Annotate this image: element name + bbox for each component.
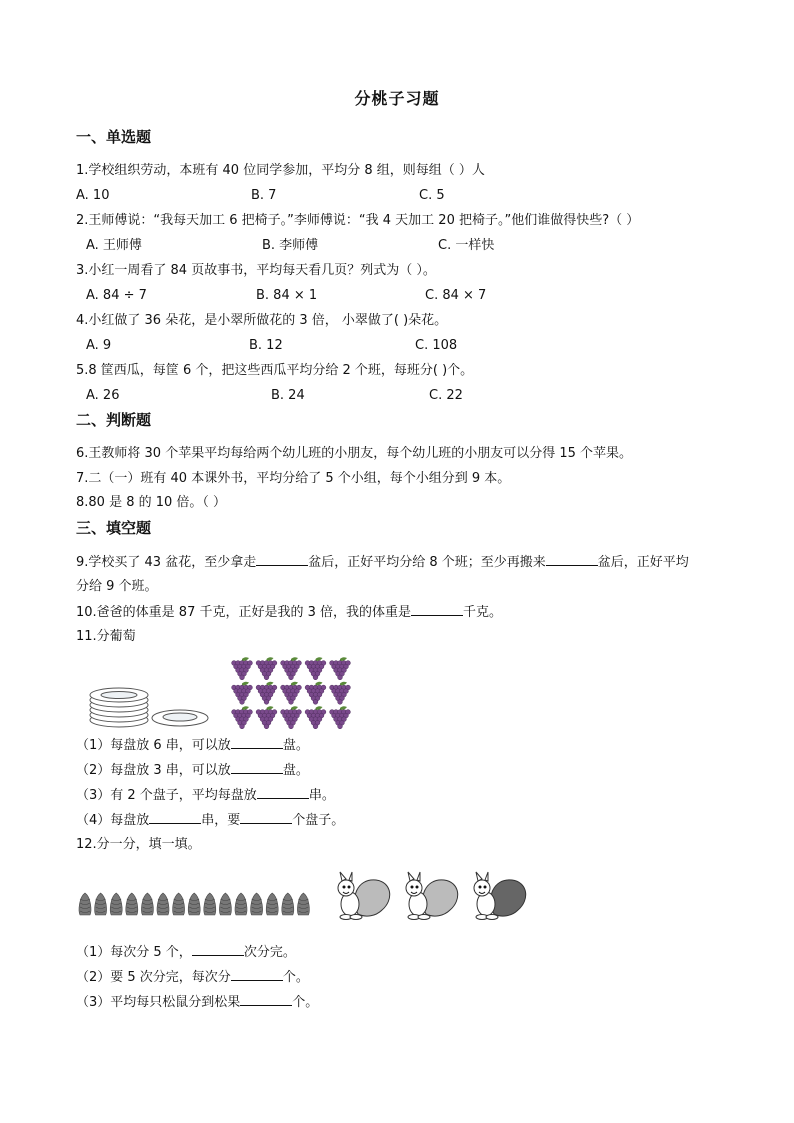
q2-option-a[interactable]: A. 王师傅: [86, 238, 142, 253]
q11-2-unit: 盘。: [282, 763, 309, 778]
q10-text-1: 10.爸爸的体重是 87 千克，正好是我的 3 倍，我的体重是: [76, 605, 412, 620]
grape-bunch-icon: [330, 682, 351, 705]
q12-3-text: （3）平均每只松鼠分到松果: [76, 995, 241, 1010]
plate-stack: [90, 688, 148, 727]
grape-bunch-icon: [281, 706, 302, 729]
grape-bunch-icon: [305, 657, 326, 680]
grape-bunch-icon: [256, 706, 277, 729]
q12-3-unit: 个。: [292, 995, 319, 1010]
question-1: 1.学校组织劳动，本班有 40 位同学参加，平均分 8 组，则每组（ ）人: [76, 163, 485, 178]
q10-text-2: 千克。: [463, 605, 503, 620]
pinecones-figure: [76, 887, 312, 921]
q4-option-c[interactable]: C. 108: [415, 338, 458, 353]
pinecone-icon: [141, 893, 153, 915]
question-4: 4.小红做了 36 朵花，是小翠所做花的 3 倍， 小翠做了( )朵花。: [76, 313, 448, 328]
q11-line-1: [76, 736, 309, 755]
q11-2-text: （2）每盘放 3 串，可以放: [76, 763, 231, 778]
squirrels-figure: [326, 870, 538, 922]
squirrel-icon: [406, 872, 458, 920]
q11-2-blank[interactable]: [231, 761, 283, 774]
pinecone-icon: [188, 893, 200, 915]
pinecone-icon: [282, 893, 294, 915]
pinecone-icon: [204, 893, 216, 915]
grape-bunch-icon: [256, 682, 277, 705]
pinecone-icon: [173, 893, 185, 915]
q11-4-text-2: 串，要: [201, 813, 241, 828]
pinecone-icon: [157, 893, 169, 915]
q4-option-a[interactable]: A. 9: [86, 338, 112, 353]
q5-option-b[interactable]: B. 24: [271, 388, 305, 403]
pinecone-icon: [266, 893, 278, 915]
q2-option-c[interactable]: C. 一样快: [438, 238, 495, 253]
q3-option-a[interactable]: A. 84 ÷ 7: [86, 288, 147, 303]
grape-bunch-icon: [256, 657, 277, 680]
grape-bunch-icon: [305, 706, 326, 729]
q12-2-text: （2）要 5 次分完，每次分: [76, 970, 231, 985]
grape-bunch-icon: [232, 682, 253, 705]
q11-3-blank[interactable]: [257, 786, 309, 799]
grape-bunch-icon: [232, 706, 253, 729]
question-9-line-1: [76, 553, 689, 572]
pinecone-icon: [110, 893, 122, 915]
q1-option-a[interactable]: A. 10: [76, 188, 110, 203]
grapes-figure: [229, 655, 355, 729]
question-6: 6.王教师将 30 个苹果平均每给两个幼儿班的小朋友，每个幼儿班的小朋友可以分得 15 个苹果。: [76, 446, 633, 461]
q12-2-blank[interactable]: [231, 968, 283, 981]
q9-text-3: 盆后，正好平均: [597, 555, 689, 570]
q11-1-blank[interactable]: [231, 736, 283, 749]
q12-1-blank[interactable]: [192, 943, 244, 956]
q11-line-4: [76, 811, 344, 830]
question-10: [76, 603, 502, 622]
q11-3-text: （3）有 2 个盘子，平均每盘放: [76, 788, 257, 803]
grape-bunch-icon: [330, 706, 351, 729]
q12-3-blank[interactable]: [240, 993, 292, 1006]
pinecone-icon: [79, 893, 91, 915]
question-5: 5.8 筐西瓜，每筐 6 个，把这些西瓜平均分给 2 个班，每班分( )个。: [76, 363, 474, 378]
q11-4-text: （4）每盘放: [76, 813, 150, 828]
q2-option-b[interactable]: B. 李师傅: [262, 238, 319, 253]
single-plate: [152, 710, 208, 726]
q9-text-4: 分给 9 个班。: [76, 579, 158, 594]
q11-4-blank-2[interactable]: [240, 811, 292, 824]
pinecone-icon: [219, 893, 231, 915]
grape-bunch-icon: [281, 682, 302, 705]
q5-option-c[interactable]: C. 22: [429, 388, 463, 403]
section-heading-single-choice: 一、单选题: [76, 128, 152, 146]
question-11-title: 11.分葡萄: [76, 629, 136, 644]
pinecone-icon: [95, 893, 107, 915]
grape-bunch-icon: [232, 657, 253, 680]
q9-blank-2[interactable]: [546, 553, 598, 566]
squirrel-icon: [338, 872, 390, 920]
squirrel-icon: [474, 872, 526, 920]
pinecone-icon: [235, 893, 247, 915]
q11-4-unit: 个盘子。: [292, 813, 345, 828]
q12-line-1: [76, 943, 296, 962]
q11-line-2: [76, 761, 309, 780]
question-12-title: 12.分一分，填一填。: [76, 837, 201, 852]
q11-4-blank-1[interactable]: [149, 811, 201, 824]
q12-2-unit: 个。: [282, 970, 309, 985]
section-heading-fill-in: 三、填空题: [76, 519, 152, 537]
pinecone-icon: [251, 893, 263, 915]
q5-option-a[interactable]: A. 26: [86, 388, 120, 403]
q11-3-unit: 串。: [308, 788, 335, 803]
pinecone-icon: [126, 893, 138, 915]
pinecone-icon: [297, 893, 309, 915]
q4-option-b[interactable]: B. 12: [249, 338, 283, 353]
q9-text-2: 盆后，正好平均分给 8 个班；至少再搬来: [308, 555, 546, 570]
q12-1-unit: 次分完。: [243, 945, 296, 960]
q10-blank[interactable]: [411, 603, 463, 616]
page-title: 分桃子习题: [354, 89, 440, 108]
q3-option-b[interactable]: B. 84 × 1: [256, 288, 318, 303]
q9-blank-1[interactable]: [256, 553, 308, 566]
q11-line-3: [76, 786, 335, 805]
section-heading-true-false: 二、判断题: [76, 411, 152, 429]
q12-line-3: [76, 993, 318, 1012]
grape-bunch-icon: [330, 657, 351, 680]
q12-1-text: （1）每次分 5 个，: [76, 945, 192, 960]
q3-option-c[interactable]: C. 84 × 7: [425, 288, 487, 303]
q12-line-2: [76, 968, 309, 987]
question-3: 3.小红一周看了 84 页故事书，平均每天看几页？列式为（ ）。: [76, 263, 436, 278]
question-7: 7.二（一）班有 40 本课外书，平均分给了 5 个小组，每个小组分到 9 本。: [76, 471, 511, 486]
grape-bunch-icon: [305, 682, 326, 705]
question-8: 8.80 是 8 的 10 倍。（ ）: [76, 495, 227, 510]
q1-option-c[interactable]: C. 5: [419, 188, 445, 203]
question-2: 2.王师傅说：“我每天加工 6 把椅子。”李师傅说：“我 4 天加工 20 把椅子。”他们谁做得快些?（ ）: [76, 213, 640, 228]
plates-figure: [86, 680, 210, 730]
q11-1-text: （1）每盘放 6 串，可以放: [76, 738, 231, 753]
grape-bunch-icon: [281, 657, 302, 680]
q9-text-1: 9.学校买了 43 盆花，至少拿走: [76, 555, 257, 570]
q11-1-unit: 盘。: [282, 738, 309, 753]
q1-option-b[interactable]: B. 7: [251, 188, 277, 203]
